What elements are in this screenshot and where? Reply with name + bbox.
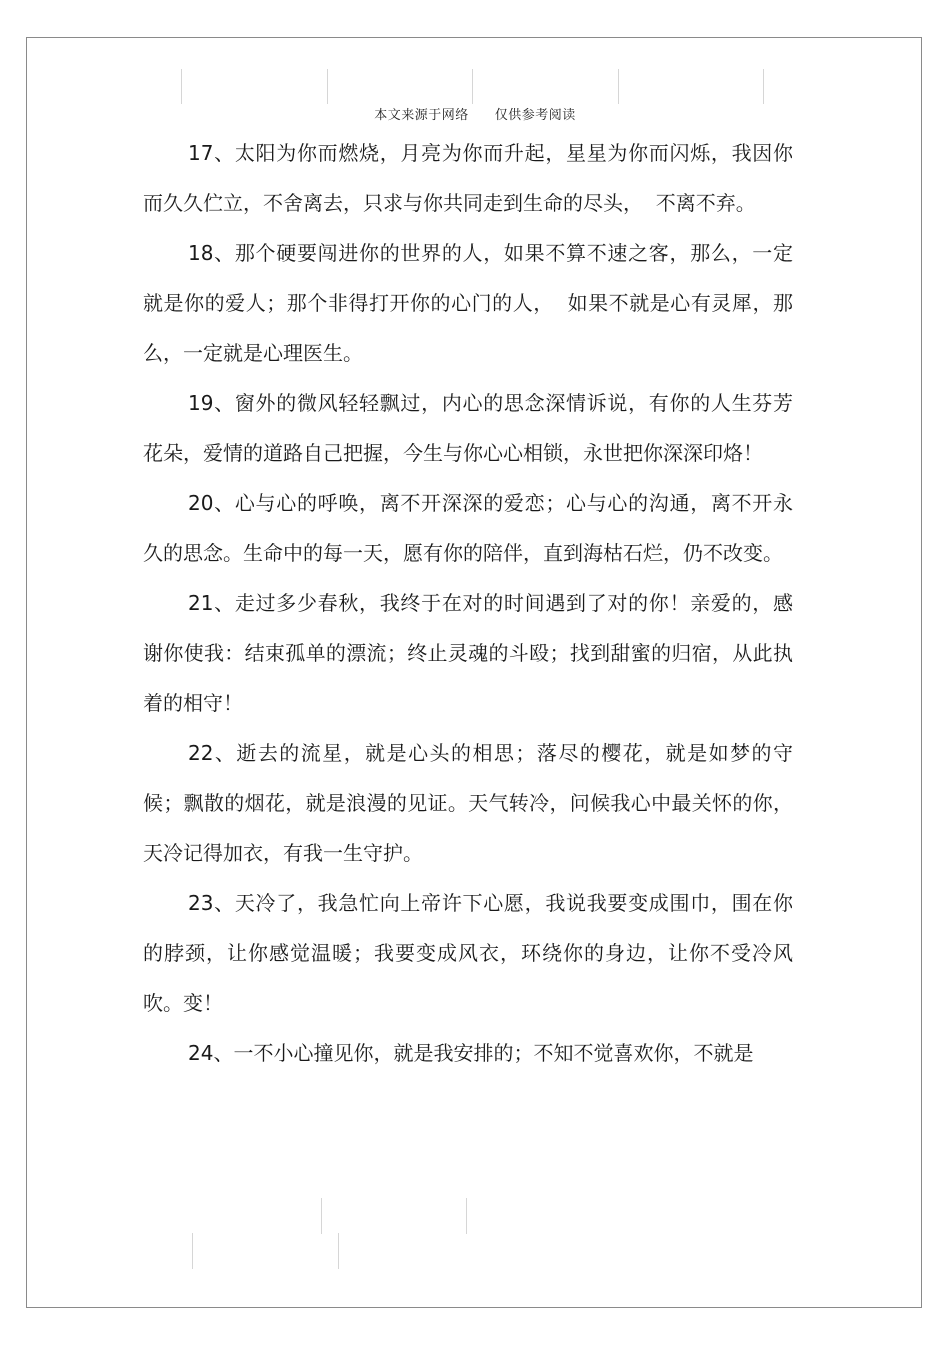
- header-note: [0, 104, 950, 123]
- bottom-divider-mark: [338, 1233, 339, 1269]
- paragraph: 18、那个硬要闯进你的世界的人，如果不算不速之客，那么，一定就是你的爱人；那个非得打开你的心门的人， 如果不就是心有灵犀，那么，一定就是心理医生。: [143, 241, 793, 365]
- paragraph: 20、心与心的呼唤，离不开深深的爱恋；心与心的沟通，离不开永久的思念。生命中的每一天，愿有你的陪伴，直到海枯石烂，仍不改变。: [143, 491, 793, 565]
- paragraph: 23、天冷了，我急忙向上帝许下心愿，我说我要变成围巾，围在你的脖颈，让你感觉温暖；我要变成风衣，环绕你的身边，让你不受冷风吹。变！: [143, 891, 793, 1015]
- reference-note: 仅供参考阅读: [494, 108, 576, 123]
- bottom-divider-mark: [321, 1198, 322, 1234]
- bottom-divider-mark: [192, 1233, 193, 1269]
- source-note: 本文来源于网络: [374, 108, 469, 123]
- top-divider-mark: [618, 69, 619, 104]
- top-divider-mark: [763, 69, 764, 104]
- bottom-divider-mark: [466, 1198, 467, 1234]
- paragraph: 24、一不小心撞见你，就是我安排的；不知不觉喜欢你，不就是: [188, 1041, 754, 1065]
- document-body: [143, 128, 793, 1078]
- paragraph: 19、窗外的微风轻轻飘过，内心的思念深情诉说，有你的人生芬芳花朵，爱情的道路自己把握，今生与你心心相锁，永世把你深深印烙！: [143, 391, 793, 465]
- paragraph: 21、走过多少春秋，我终于在对的时间遇到了对的你！亲爱的，感谢你使我：结束孤单的漂流；终止灵魂的斗殴；找到甜蜜的归宿，从此执着的相守！: [143, 591, 793, 715]
- paragraph: 22、逝去的流星，就是心头的相思；落尽的樱花，就是如梦的守候；飘散的烟花，就是浪漫的见证。天气转冷，问候我心中最关怀的你，天冷记得加衣，有我一生守护。: [143, 741, 793, 865]
- paragraph: 17、太阳为你而燃烧，月亮为你而升起，星星为你而闪烁，我因你而久久伫立，不舍离去，只求与你共同走到生命的尽头， 不离不弃。: [143, 141, 793, 215]
- top-divider-mark: [181, 69, 182, 104]
- top-divider-mark: [327, 69, 328, 104]
- top-divider-mark: [472, 69, 473, 104]
